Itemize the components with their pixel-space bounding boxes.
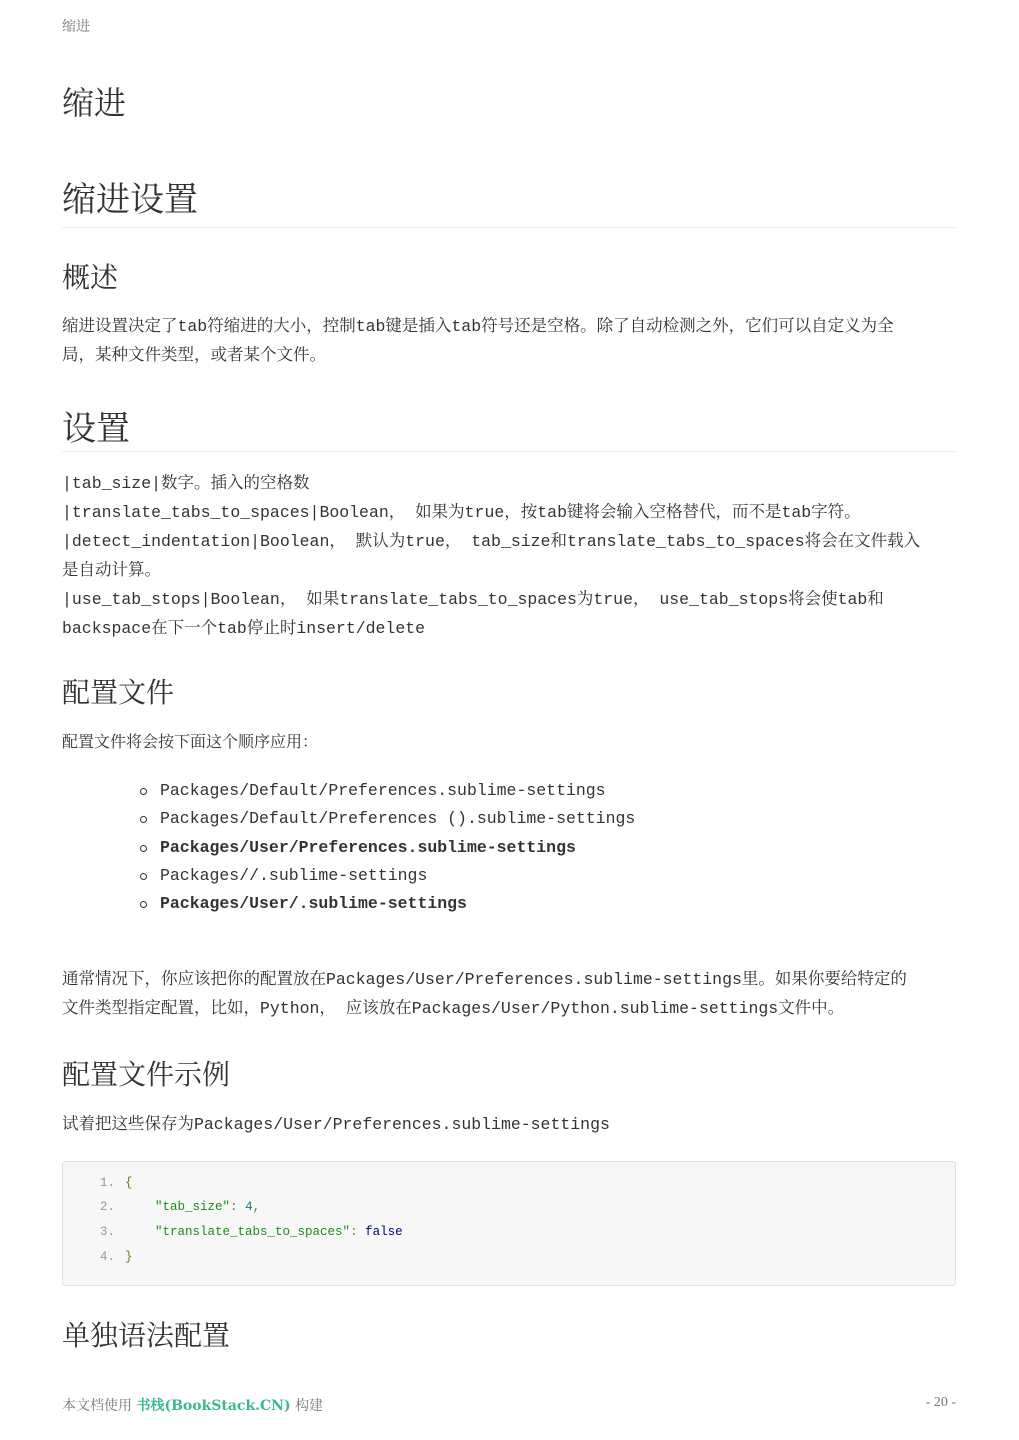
list-item: Packages/User/Preferences.sublime-settings xyxy=(140,834,635,862)
code-line xyxy=(63,1245,133,1269)
section-divider xyxy=(62,451,956,452)
single-syntax-heading: 单独语法配置 xyxy=(62,1319,231,1352)
code-token: , xyxy=(252,1200,261,1214)
code-token: "translate_tabs_to_spaces" xyxy=(155,1225,351,1239)
section-title-indent-settings: 缩进设置 xyxy=(62,180,198,220)
line-number: 3. xyxy=(99,1225,115,1239)
page-number: - 20 - xyxy=(925,1395,956,1410)
overview-line-2: 局，某种文件类型，或者某个文件。 xyxy=(62,346,326,365)
settings-heading: 设置 xyxy=(62,409,130,449)
code-token: } xyxy=(125,1250,133,1264)
settings-line: |tab_size|数字。插入的空格数 xyxy=(62,474,310,493)
config-files-intro: 配置文件将会按下面这个顺序应用： xyxy=(62,732,319,751)
code-token: "tab_size" xyxy=(155,1200,231,1214)
settings-line: backspace在下一个tab停止时insert/delete xyxy=(62,619,426,638)
line-number: 2. xyxy=(99,1200,115,1214)
line-number: 1. xyxy=(99,1176,115,1190)
example-intro: 试着把这些保存为Packages/User/Preferences.sublime-settings xyxy=(62,1115,610,1134)
code-block xyxy=(62,1161,956,1286)
note-line-1: 通常情况下，你应该把你的配置放在Packages/User/Preferences.sublime-settings里。如果你要给特定的 xyxy=(62,970,907,989)
code-token: { xyxy=(125,1176,133,1190)
running-header: 缩进 xyxy=(62,19,90,35)
settings-line: |use_tab_stops|Boolean， 如果translate_tabs_to_spaces为true， use_tab_stops将会使tab和 xyxy=(62,590,884,609)
settings-line: 是自动计算。 xyxy=(62,561,161,580)
footer-credit xyxy=(62,1395,323,1415)
code-line xyxy=(63,1195,260,1219)
overview-heading: 概述 xyxy=(62,261,119,294)
settings-line: |translate_tabs_to_spaces|Boolean， 如果为true，按tab键将会输入空格替代，而不是tab字符。 xyxy=(62,503,861,522)
settings-line: |detect_indentation|Boolean， 默认为true， tab_size和translate_tabs_to_spaces将会在文件载入 xyxy=(62,532,921,551)
code-token: false xyxy=(365,1225,403,1239)
code-token: 4 xyxy=(245,1200,253,1214)
footer-bookstack-link[interactable]: 书栈(BookStack.CN) xyxy=(136,1398,291,1414)
example-heading: 配置文件示例 xyxy=(62,1058,231,1091)
note-line-2: 文件类型指定配置，比如，Python， 应该放在Packages/User/Python.sublime-settings文件中。 xyxy=(62,999,845,1018)
code-line xyxy=(63,1220,403,1244)
overview-paragraph xyxy=(62,312,956,370)
list-item: Packages/Default/Preferences ().sublime-settings xyxy=(140,805,635,833)
footer-prefix: 本文档使用 xyxy=(62,1398,132,1414)
code-token: : xyxy=(230,1200,238,1214)
code-line xyxy=(63,1171,133,1195)
line-number: 4. xyxy=(99,1250,115,1264)
chapter-title: 缩进 xyxy=(62,84,127,122)
section-divider xyxy=(62,227,956,228)
footer-suffix: 构建 xyxy=(295,1398,324,1414)
overview-line-1: 缩进设置决定了tab符缩进的大小，控制tab键是插入tab符号还是空格。除了自动检测之外，它们可以自定义为全 xyxy=(62,317,894,336)
code-token: : xyxy=(350,1225,358,1239)
settings-description xyxy=(62,469,956,643)
config-files-heading: 配置文件 xyxy=(62,676,175,709)
list-item: Packages/Default/Preferences.sublime-settings xyxy=(140,777,635,805)
config-files-note xyxy=(62,965,956,1023)
list-item: Packages//.sublime-settings xyxy=(140,862,635,890)
list-item: Packages/User/.sublime-settings xyxy=(140,890,635,918)
config-files-list xyxy=(140,777,635,918)
